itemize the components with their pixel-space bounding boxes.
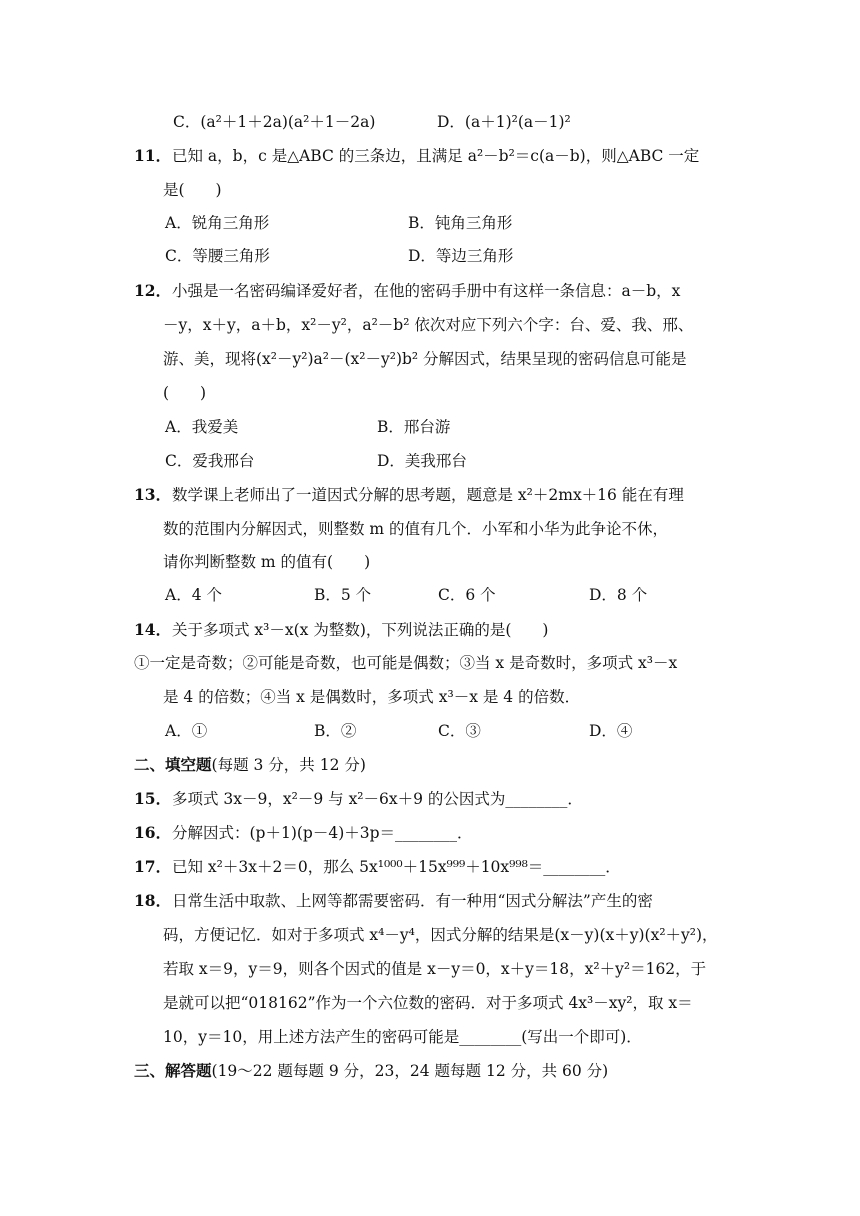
q14-stem-line2: ①一定是奇数；②可能是奇数，也可能是偶数；③当 x 是奇数时，多项式 x³－x bbox=[134, 654, 678, 672]
q12-number: 12． bbox=[134, 281, 172, 300]
q11-option-d: D．等边三角形 bbox=[408, 247, 514, 265]
q17-number: 17． bbox=[134, 857, 172, 876]
q10-option-c: C．(a²＋1＋2a)(a²＋1－2a) bbox=[173, 113, 376, 131]
q18-stem-line1: 日常生活中取款、上网等都需要密码．有一种用“因式分解法”产生的密 bbox=[172, 892, 653, 910]
q14-option-d: D．④ bbox=[589, 722, 633, 740]
q14-stem-line1: 关于多项式 x³－x(x 为整数)，下列说法正确的是( ) bbox=[172, 621, 549, 639]
q12-stem-line3: 游、美，现将(x²－y²)a²－(x²－y²)b² 分解因式，结果呈现的密码信息可能是 bbox=[163, 350, 687, 368]
q13-stem-line1: 数学课上老师出了一道因式分解的思考题，题意是 x²＋2mx＋16 能在有理 bbox=[172, 486, 684, 504]
q17-text: 已知 x²＋3x＋2＝0，那么 5x¹⁰⁰⁰＋15x⁹⁹⁹＋10x⁹⁹⁸＝________． bbox=[172, 858, 621, 876]
q18-stem-line5: 10，y＝10，用上述方法产生的密码可能是________(写出一个即可)． bbox=[163, 1028, 642, 1046]
q18-number: 18． bbox=[134, 891, 172, 910]
section-3-heading bbox=[134, 1060, 608, 1082]
q14-option-b: B．② bbox=[314, 722, 357, 740]
q11-number: 11． bbox=[134, 146, 172, 165]
q14-number: 14． bbox=[134, 620, 172, 639]
q13-stem-line3: 请你判断整数 m 的值有( ) bbox=[163, 553, 371, 571]
q12-option-b: B．邢台游 bbox=[377, 418, 451, 436]
q13-stem-line2: 数的范围内分解因式，则整数 m 的值有几个．小军和小华为此争论不休， bbox=[163, 520, 669, 538]
q13-option-b: B．5 个 bbox=[314, 586, 372, 604]
section-2-note: (每题 3 分，共 12 分) bbox=[211, 756, 366, 774]
q18-stem-line2: 码，方便记忆．如对于多项式 x⁴－y⁴，因式分解的结果是(x－y)(x＋y)(x²＋y²)， bbox=[163, 926, 718, 944]
q12-option-d: D．美我邢台 bbox=[377, 452, 467, 470]
q15-text: 多项式 3x－9，x²－9 与 x²－6x＋9 的公因式为________． bbox=[172, 790, 583, 808]
q12-option-c: C．爱我邢台 bbox=[165, 452, 255, 470]
q12-option-a: A．我爱美 bbox=[165, 418, 239, 436]
q15-number: 15． bbox=[134, 789, 172, 808]
q14-option-c: C．③ bbox=[438, 722, 481, 740]
q11-option-c: C．等腰三角形 bbox=[165, 247, 270, 265]
section-3-title: 三、解答题 bbox=[134, 1061, 212, 1080]
q16-text: 分解因式：(p＋1)(p－4)＋3p＝________． bbox=[172, 824, 473, 842]
q10-option-d: D．(a＋1)²(a－1)² bbox=[437, 113, 571, 131]
q16-number: 16． bbox=[134, 823, 172, 842]
q18-stem-line4: 是就可以把“018162”作为一个六位数的密码．对于多项式 4x³－xy²，取 x＝ bbox=[163, 994, 693, 1012]
q18-stem-line3: 若取 x＝9，y＝9，则各个因式的值是 x－y＝0，x＋y＝18，x²＋y²＝162，于 bbox=[163, 960, 707, 978]
q11-stem-line1: 已知 a，b，c 是△ABC 的三条边，且满足 a²－b²＝c(a－b)，则△ABC 一定 bbox=[172, 147, 700, 165]
q12-stem-line4: ( ) bbox=[163, 384, 207, 402]
q11-option-a: A．锐角三角形 bbox=[165, 214, 270, 232]
q12-stem-line2: －y，x＋y，a＋b，x²－y²，a²－b² 依次对应下列六个字：台、爱、我、邢、 bbox=[163, 316, 694, 334]
section-3-note: (19～22 题每题 9 分，23，24 题每题 12 分，共 60 分) bbox=[211, 1062, 609, 1080]
section-2-heading bbox=[134, 754, 366, 776]
q11-stem-line2: 是( ) bbox=[163, 181, 222, 199]
q13-option-d: D．8 个 bbox=[589, 586, 648, 604]
q13-option-c: C．6 个 bbox=[438, 586, 496, 604]
q14-stem-line3: 是 4 的倍数；④当 x 是偶数时，多项式 x³－x 是 4 的倍数． bbox=[163, 688, 581, 706]
q14-option-a: A．① bbox=[165, 722, 208, 740]
q12-stem-line1: 小强是一名密码编译爱好者，在他的密码手册中有这样一条信息：a－b，x bbox=[172, 282, 681, 300]
q13-number: 13． bbox=[134, 485, 172, 504]
q11-option-b: B．钝角三角形 bbox=[408, 214, 513, 232]
section-2-title: 二、填空题 bbox=[134, 755, 212, 774]
q13-option-a: A．4 个 bbox=[165, 586, 222, 604]
